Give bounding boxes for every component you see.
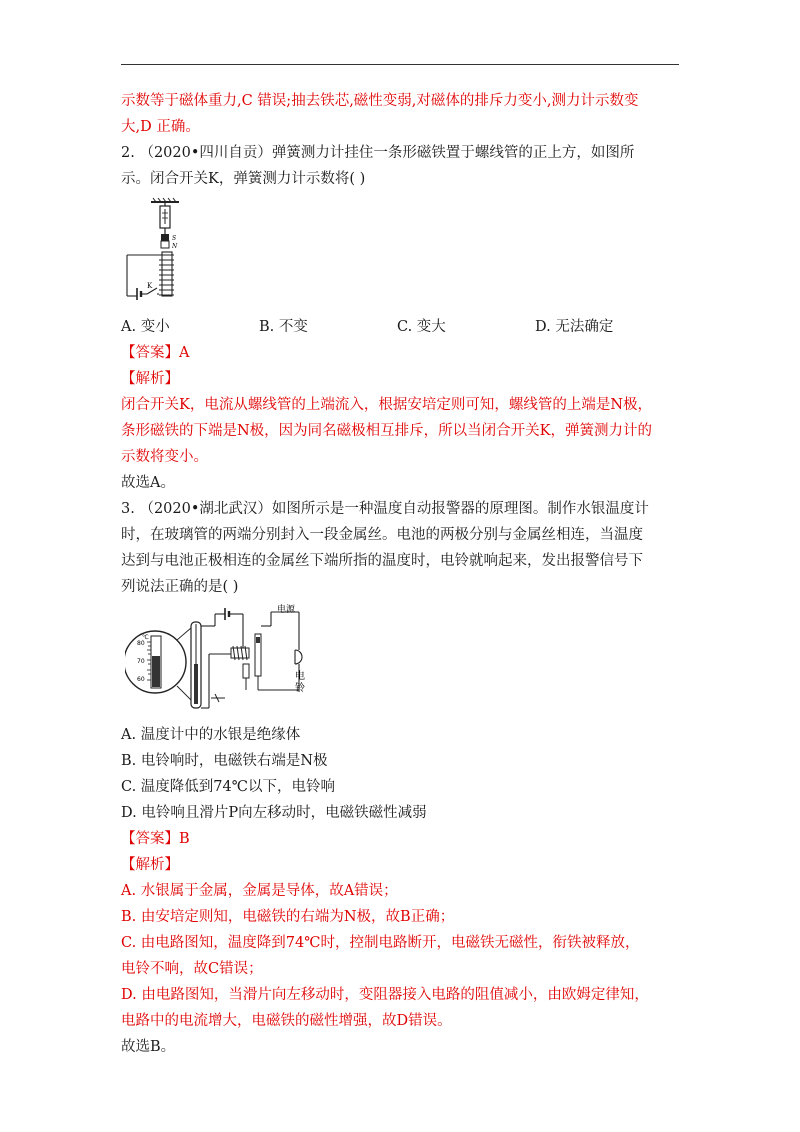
q3-analysis-line-3: C. 由电路图知，温度降到74℃时，控制电路断开，电磁铁无磁性，衔铁被释放， xyxy=(121,935,640,951)
q2-figure-s-label: S xyxy=(172,235,177,242)
q3-analysis-line-2: B. 由安培定则知，电磁铁的右端为N极，故B正确； xyxy=(121,909,455,925)
q3-analysis-line-1: A. 水银属于金属，金属是导体，故A错误； xyxy=(121,883,398,899)
q3-analysis-line-5: D. 由电路图知，当滑片向左移动时，变阻器接入电路的阻值减小，由欧姆定律知， xyxy=(121,987,649,1003)
q2-analysis-line-1: 闭合开关K，电流从螺线管的上端流入，根据安培定则可知，螺线管的上端是N极， xyxy=(121,397,653,413)
q2-option-a: A. 变小 xyxy=(121,319,170,335)
continuation-line-1: 示数等于磁体重力,C 错误;抽去铁芯,磁性变弱,对磁体的排斥力变小,测力计示数变 xyxy=(121,93,639,109)
q2-conclusion: 故选A。 xyxy=(121,475,175,491)
q3-option-d: D. 电铃响且滑片P向左移动时，电磁铁磁性减弱 xyxy=(121,805,427,821)
document-body xyxy=(121,88,691,1060)
q3-analysis-tag: 【解析】 xyxy=(121,857,179,873)
q3-figure-bell-label-2: 铃 xyxy=(295,683,305,694)
q2-analysis-line-3: 示数将变小。 xyxy=(121,449,208,465)
q3-stem-line-4: 列说法正确的是( ) xyxy=(121,579,239,595)
q3-figure-80-label: 80 xyxy=(137,640,145,647)
q3-figure-bell-label-1: 电 xyxy=(295,671,305,682)
q3-conclusion: 故选B。 xyxy=(121,1039,176,1055)
q3-stem-line-3: 达到与电池正极相连的金属丝下端所指的温度时，电铃就响起来，发出报警信号下 xyxy=(121,553,643,569)
q2-option-d: D. 无法确定 xyxy=(535,319,614,335)
q2-figure-n-label: N xyxy=(172,243,178,250)
q2-option-c: C. 变大 xyxy=(397,319,446,335)
q2-stem-line-2: 示。闭合开关K，弹簧测力计示数将( ) xyxy=(121,171,366,187)
q2-analysis-tag: 【解析】 xyxy=(121,371,179,387)
q3-stem-line-2: 时，在玻璃管的两端分别封入一段金属丝。电池的两极分别与金属丝相连，当温度 xyxy=(121,527,643,543)
continuation-line-2: 大,D 正确。 xyxy=(121,119,200,135)
q2-stem-line-1: 2. （2020•四川自贡）弹簧测力计挂住一条形磁铁置于螺线管的正上方，如图所 xyxy=(121,145,635,161)
q2-figure-k-label: K xyxy=(147,282,153,290)
q3-answer-tag: 【答案】B xyxy=(121,831,190,847)
q3-figure-unit-label: ℃ xyxy=(142,634,149,641)
q2-analysis-line-2: 条形磁铁的下端是N极，因为同名磁极相互排斥，所以当闭合开关K，弹簧测力计的 xyxy=(121,423,653,439)
q3-option-a: A. 温度计中的水银是绝缘体 xyxy=(121,727,301,743)
q2-figure-spring-scale-solenoid xyxy=(123,196,203,308)
header-rule xyxy=(121,64,679,65)
q3-stem-line-1: 3. （2020•湖北武汉）如图所示是一种温度自动报警器的原理图。制作水银温度计 xyxy=(121,501,649,517)
q3-figure-60-label: 60 xyxy=(137,676,145,683)
q2-options xyxy=(121,314,691,340)
q3-figure-70-label: 70 xyxy=(137,658,145,665)
q3-figure-temperature-alarm xyxy=(125,604,315,716)
q2-option-b: B. 不变 xyxy=(259,319,308,335)
q3-analysis-line-4: 电铃不响，故C错误； xyxy=(121,961,263,977)
q3-option-b: B. 电铃响时，电磁铁右端是N极 xyxy=(121,753,328,769)
q2-answer-tag: 【答案】A xyxy=(121,345,190,361)
q3-option-c: C. 温度降低到74℃以下，电铃响 xyxy=(121,779,335,795)
q3-analysis-line-6: 电路中的电流增大，电磁铁的磁性增强，故D错误。 xyxy=(121,1013,452,1029)
q3-figure-source-label: 电源 xyxy=(277,605,296,615)
